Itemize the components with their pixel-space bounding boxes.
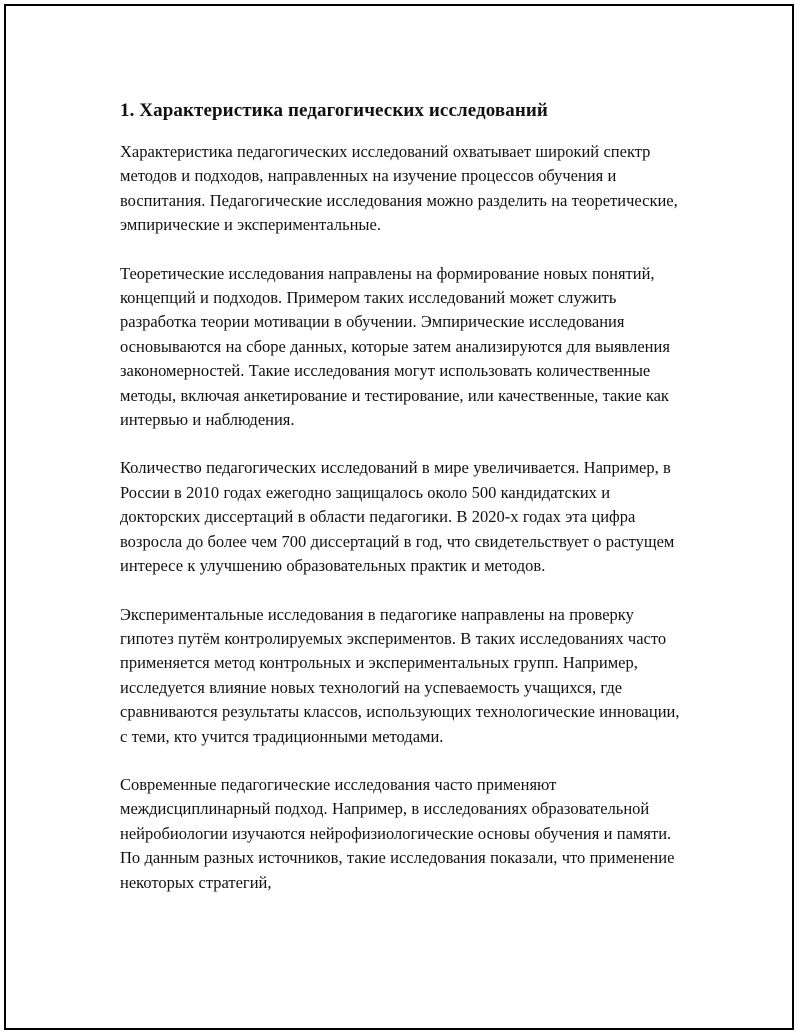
paragraph-research-count: Количество педагогических исследований в мире увеличивается. Например, в России в 2010 годах ежегодно защищалось около 500 кандидатских и докторских диссертаций в области педагогики. В 2020-х годах эта цифра возросла до более чем 700 диссертаций в год, что свидетельствует о растущем интересе к улучшению образовательных практик и методов.	[120, 458, 675, 576]
document-body	[120, 98, 690, 895]
section-heading: 1. Характеристика педагогических исследований	[120, 100, 548, 121]
paragraph-intro: Характеристика педагогических исследований охватывает широкий спектр методов и подходов, направленных на изучение процессов обучения и воспитания. Педагогические исследования можно разделить на теоретические, эмпирические и экспериментальные.	[120, 142, 678, 235]
paragraph-theoretical-empirical: Теоретические исследования направлены на формирование новых понятий, концепций и подходов. Примером таких исследований может служить разработка теории мотивации в обучении. Эмпирические исследования основываются на сборе данных, которые затем анализируются для выявления закономерностей. Такие исследования могут использовать количественные методы, включая анкетирование и тестирование, или качественные, такие как интервью и наблюдения.	[120, 263, 670, 430]
paragraph-experimental: Экспериментальные исследования в педагогике направлены на проверку гипотез путём контролируемых экспериментов. В таких исследованиях часто применяется метод контрольных и экспериментальных групп. Например, исследуется влияние новых технологий на успеваемость учащихся, где сравниваются результаты классов, использующих технологические инновации, с теми, кто учится традиционными методами.	[120, 604, 680, 746]
page-frame	[4, 4, 794, 1030]
paragraph-interdisciplinary: Современные педагогические исследования часто применяют междисциплинарный подход. Например, в исследованиях образовательной нейробиологии изучаются нейрофизиологические основы обучения и памяти. По данным разных источников, такие исследования показали, что применение некоторых стратегий,	[120, 774, 675, 892]
